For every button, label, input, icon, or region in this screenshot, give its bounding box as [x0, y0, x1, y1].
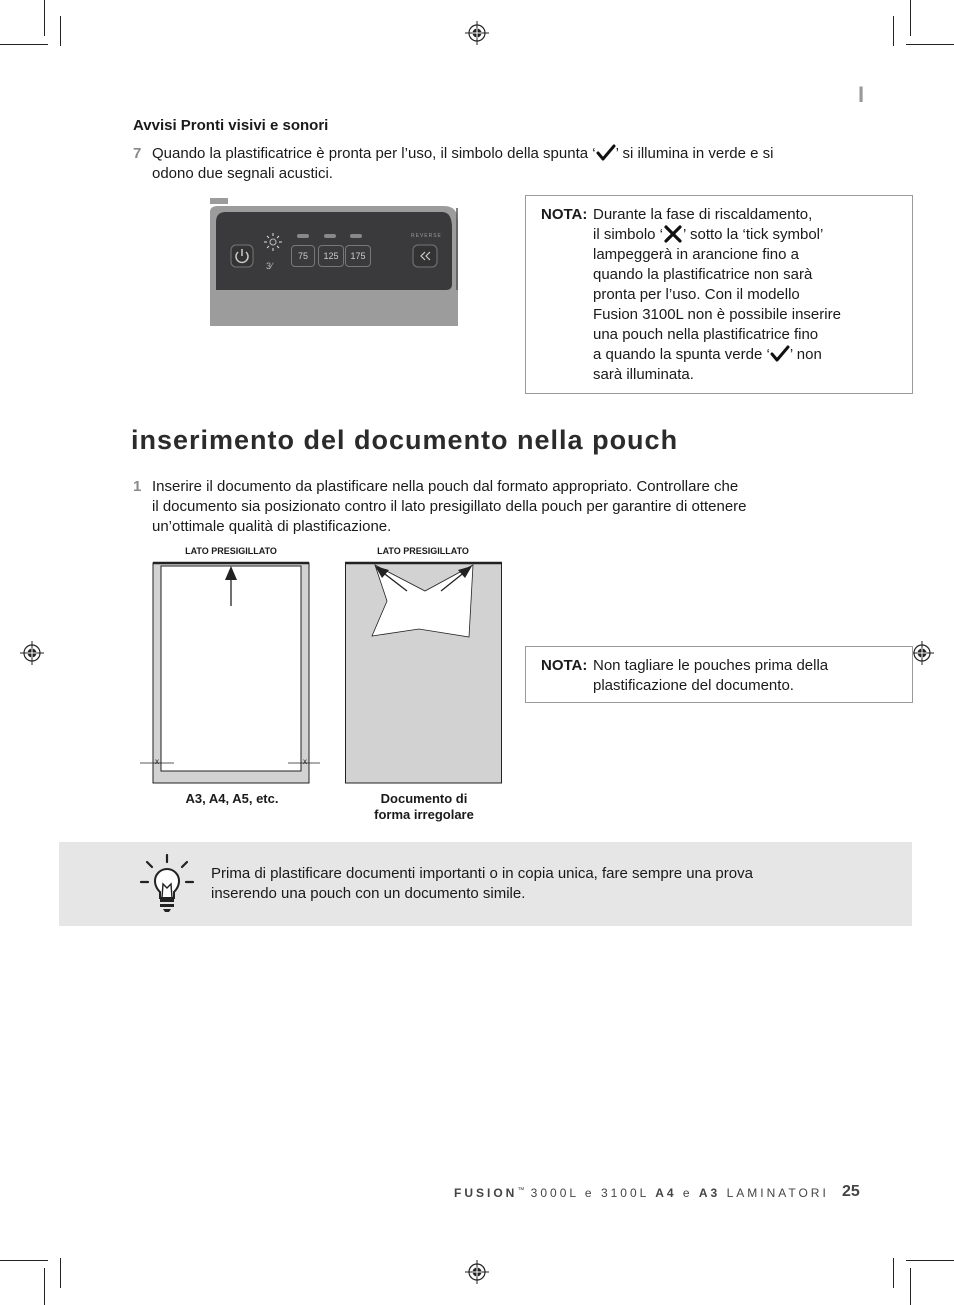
margin-mark: x: [303, 757, 307, 766]
pouch-irregular-diagram: [345, 561, 503, 785]
sealed-edge-label: LATO PRESIGILLATO: [377, 546, 469, 556]
note-text: Durante la fase di riscaldamento, il simbolo ‘ ’ sotto la ‘tick symbol’ lampeggerà in arancione fino a quando la plastificatrice non sarà pronta per l’uso. Con il modello Fusion 3100L non è possibile inserire una pouch nella plastificatrice fino a quando la spunta verde ‘ ’ non sarà illuminata.: [593, 206, 841, 383]
lightbulb-icon: [138, 853, 196, 915]
step-text: Quando la plastificatrice è pronta per l’uso, il simbolo della spunta ‘ ’ si illumina in verde e si odono due segnali acustici.: [152, 145, 774, 182]
indicator-light: [324, 234, 336, 238]
registration-mark-icon: [910, 641, 934, 665]
registration-mark-icon: [465, 1260, 489, 1284]
diagram-caption: A3, A4, A5, etc.: [185, 791, 279, 806]
step-7: [133, 144, 833, 186]
step-text: Inserire il documento da plastificare nella pouch dal formato appropriato. Controllare che il documento sia posizionato contro il lato presigillato della pouch per garantire di ottenere un’ottimale qualità di plastificazione.: [152, 478, 747, 535]
cross-icon: [663, 225, 683, 243]
footer-product-line: FUSION™ 3000L e 3100L A4 e A3 LAMINATORI: [454, 1186, 829, 1200]
temp-75-button[interactable]: 75: [291, 245, 315, 267]
tip-text: Prima di plastificare documenti importanti o in copia unica, fare sempre una prova inserendo una pouch con un documento simile.: [211, 865, 753, 902]
temp-125-button[interactable]: 125: [318, 245, 344, 267]
registration-mark-icon: [20, 641, 44, 665]
note-box-heating: [525, 195, 913, 394]
step-number: 1: [133, 478, 142, 495]
indicator-light: [350, 234, 362, 238]
main-heading: inserimento del documento nella pouch: [131, 425, 679, 455]
tick-icon: [770, 345, 790, 363]
step-number: 7: [133, 145, 142, 162]
section-heading: Avvisi Pronti visivi e sonori: [133, 117, 329, 134]
indicator-light: [297, 234, 309, 238]
step-1: [133, 477, 833, 539]
reverse-button[interactable]: [412, 244, 438, 268]
tick-icon: [596, 144, 616, 162]
heat-label: 3⁄: [266, 261, 273, 271]
temp-175-button[interactable]: 175: [345, 245, 371, 267]
note-text: Non tagliare le pouches prima della plastificazione del documento.: [593, 657, 829, 694]
page-number: 25: [842, 1183, 860, 1200]
section-tab-letter: I: [858, 82, 865, 107]
reverse-label: REVERSE: [411, 233, 442, 239]
registration-mark-icon: [465, 21, 489, 45]
note-label: NOTA:: [541, 206, 588, 223]
note-label: NOTA:: [541, 657, 588, 674]
pouch-standard-diagram: [140, 560, 320, 786]
sealed-edge-label: LATO PRESIGILLATO: [185, 546, 277, 556]
diagram-caption: Documento di forma irregolare: [374, 791, 474, 822]
margin-mark: x: [155, 757, 159, 766]
power-button[interactable]: [230, 244, 254, 268]
note-box-cutting: [525, 646, 913, 703]
